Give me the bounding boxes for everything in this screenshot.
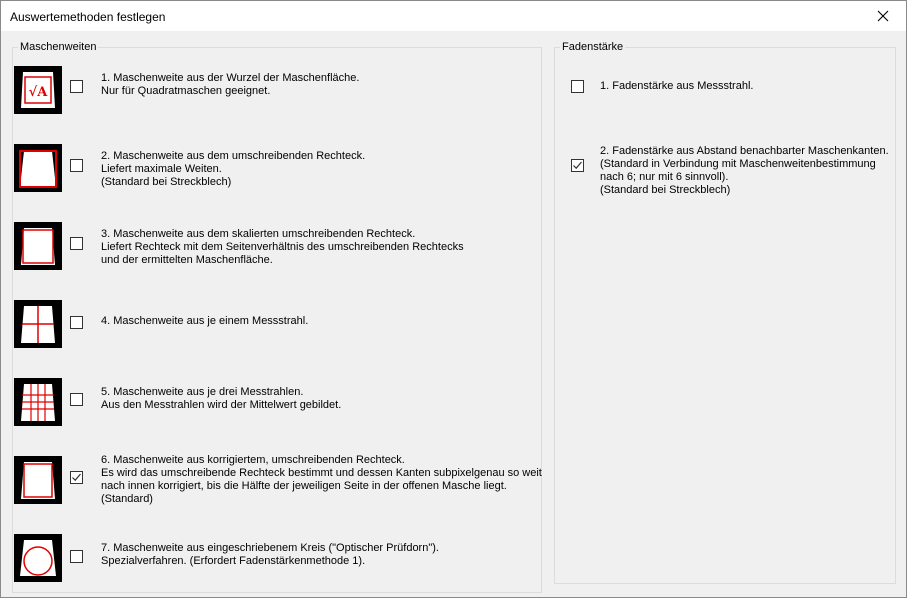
mesh-option-2-checkbox[interactable]	[70, 159, 83, 172]
mesh-size-group-label: Maschenweiten	[20, 41, 97, 53]
mesh-option-5-checkbox[interactable]	[70, 393, 83, 406]
mesh-option-1-checkbox[interactable]	[70, 80, 83, 93]
inscribed-circle-icon	[14, 534, 62, 582]
mesh-option-3-line-1: 3. Maschenweite aus dem skalierten umschreibenden Rechteck.	[101, 228, 416, 240]
mesh-option-7-line-2: Spezialverfahren. (Erfordert Fadenstärkenmethode 1).	[101, 555, 366, 567]
thread-option-1-line-1: 1. Fadenstärke aus Messstrahl.	[600, 80, 754, 92]
thread-option-2-checkbox[interactable]	[571, 159, 584, 172]
sqrt-area-icon	[14, 66, 62, 114]
mesh-size-group	[12, 41, 542, 593]
mesh-option-7-checkbox[interactable]	[70, 550, 83, 563]
mesh-option-2-line-3: (Standard bei Streckblech)	[101, 176, 232, 188]
mesh-option-6-line-1: 6. Maschenweite aus korrigiertem, umschreibenden Rechteck.	[101, 454, 405, 466]
mesh-option-1	[14, 66, 554, 118]
mesh-option-6	[14, 456, 554, 508]
thread-option-2-line-4: (Standard bei Streckblech)	[600, 184, 731, 196]
checkmark-icon	[572, 160, 583, 171]
mesh-option-5-line-1: 5. Maschenweite aus je drei Messtrahlen.	[101, 386, 304, 398]
mesh-option-3-line-2: Liefert Rechteck mit dem Seitenverhältnis des umschreibenden Rechtecks	[101, 241, 464, 253]
close-button[interactable]	[860, 1, 906, 31]
sqrt-area-label: √A	[28, 85, 48, 100]
mesh-option-3-checkbox[interactable]	[70, 237, 83, 250]
mesh-option-1-line-1: 1. Maschenweite aus der Wurzel der Maschenfläche.	[101, 72, 360, 84]
mesh-option-2-line-2: Liefert maximale Weiten.	[101, 163, 222, 175]
mesh-option-4	[14, 300, 554, 352]
thread-thickness-group	[554, 41, 896, 584]
mesh-option-1-line-2: Nur für Quadratmaschen geeignet.	[101, 85, 271, 97]
thread-option-2-line-1: 2. Fadenstärke aus Abstand benachbarter Maschenkanten.	[600, 145, 889, 157]
bounding-rect-icon	[14, 144, 62, 192]
corrected-rect-icon	[14, 456, 62, 504]
close-icon	[877, 10, 889, 22]
mesh-option-3-line-3: und der ermittelten Maschenfläche.	[101, 254, 273, 266]
mesh-option-7-line-1: 7. Maschenweite aus eingeschriebenem Kreis ("Optischer Prüfdorn").	[101, 542, 439, 554]
mesh-option-4-line-1: 4. Maschenweite aus je einem Messstrahl.	[101, 315, 309, 327]
single-ray-icon	[14, 300, 62, 348]
mesh-option-7	[14, 534, 554, 586]
mesh-option-2	[14, 144, 554, 196]
mesh-option-6-line-3: nach innen korrigiert, bis die Hälfte der jeweiligen Seite in der offenen Masche liegt.	[101, 480, 507, 492]
mesh-option-5-line-2: Aus den Messtrahlen wird der Mittelwert gebildet.	[101, 399, 342, 411]
mesh-option-6-line-4: (Standard)	[101, 493, 153, 505]
thread-option-2	[600, 145, 889, 197]
mesh-option-6-checkbox[interactable]	[70, 471, 83, 484]
scaled-rect-icon	[14, 222, 62, 270]
thread-option-2-line-3: nach 6; nur mit 6 sinnvoll).	[600, 171, 729, 183]
window-title: Auswertemethoden festlegen	[10, 10, 166, 24]
title-bar	[1, 1, 906, 31]
mesh-option-3	[14, 222, 554, 274]
mesh-option-4-checkbox[interactable]	[70, 316, 83, 329]
thread-option-1	[600, 80, 753, 93]
thread-option-1-checkbox[interactable]	[571, 80, 584, 93]
thread-thickness-group-label: Fadenstärke	[562, 41, 624, 53]
mesh-option-6-line-2: Es wird das umschreibende Rechteck bestimmt und dessen Kanten subpixelgenau so weit	[101, 467, 542, 479]
thread-option-2-line-2: (Standard in Verbindung mit Maschenweitenbestimmung	[600, 158, 876, 170]
three-rays-icon	[14, 378, 62, 426]
checkmark-icon	[71, 472, 82, 483]
mesh-option-2-line-1: 2. Maschenweite aus dem umschreibenden Rechteck.	[101, 150, 366, 162]
mesh-option-5	[14, 378, 554, 430]
